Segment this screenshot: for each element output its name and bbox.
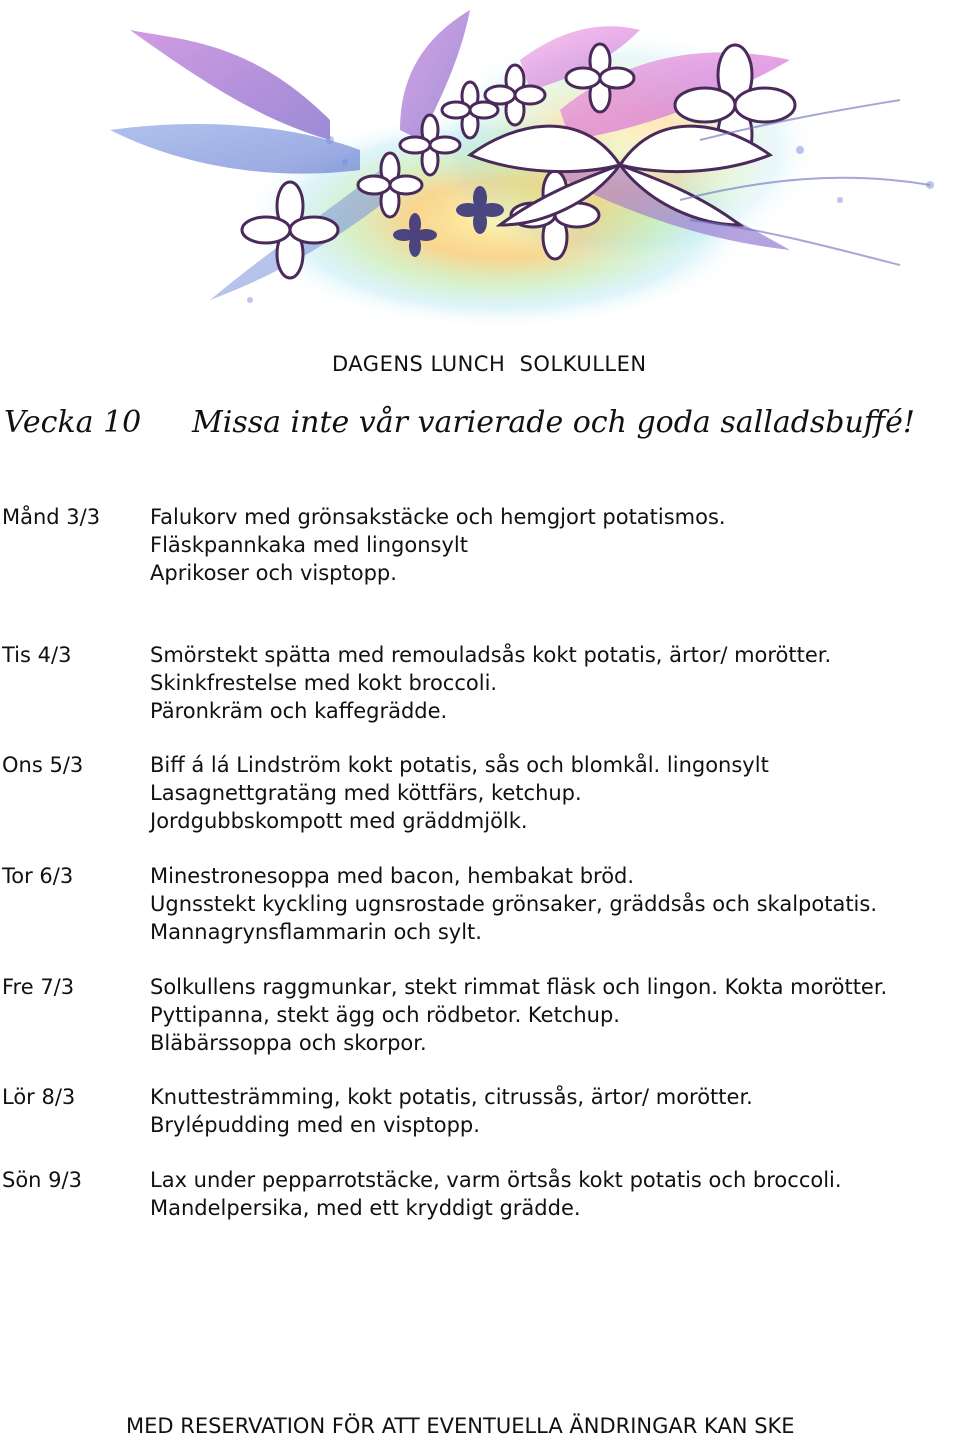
dish-line: Brylépudding med en visptopp. bbox=[150, 1113, 480, 1137]
day-label-tuesday: Tis 4/3 bbox=[2, 643, 72, 667]
menu-thursday bbox=[150, 862, 877, 946]
day-label-thursday: Tor 6/3 bbox=[2, 864, 74, 888]
page-title: DAGENS LUNCH SOLKULLEN bbox=[332, 352, 647, 376]
dish-line: Knuttesträmming, kokt potatis, citrussås, ärtor/ morötter. bbox=[150, 1085, 753, 1109]
dish-line: Biff á lá Lindström kokt potatis, sås och blomkål. lingonsylt bbox=[150, 753, 769, 777]
menu-tuesday bbox=[150, 641, 831, 725]
dish-line: Aprikoser och visptopp. bbox=[150, 561, 397, 585]
salad-buffet-tagline: Missa inte vår varierade och goda salladsbuffé! bbox=[192, 405, 915, 440]
menu-friday bbox=[150, 973, 887, 1057]
dish-line: Lasagnettgratäng med köttfärs, ketchup. bbox=[150, 781, 582, 805]
floral-banner-image bbox=[0, 0, 960, 330]
dish-line: Falukorv med grönsakstäcke och hemgjort potatismos. bbox=[150, 505, 726, 529]
dish-line: Ugnsstekt kyckling ugnsrostade grönsaker, gräddsås och skalpotatis. bbox=[150, 892, 878, 916]
dish-line: Mandelpersika, med ett kryddigt grädde. bbox=[150, 1196, 581, 1220]
week-label: Vecka 10 bbox=[4, 405, 142, 440]
dish-line: Mannagrynsflammarin och sylt. bbox=[150, 920, 482, 944]
dish-line: Bläbärssoppa och skorpor. bbox=[150, 1031, 427, 1055]
day-label-friday: Fre 7/3 bbox=[2, 975, 75, 999]
dish-line: Fläskpannkaka med lingonsylt bbox=[150, 533, 468, 557]
dish-line: Minestronesoppa med bacon, hembakat bröd. bbox=[150, 864, 635, 888]
dish-line: Pyttipanna, stekt ägg och rödbetor. Ketchup. bbox=[150, 1003, 620, 1027]
reservation-notice: MED RESERVATION FÖR ATT EVENTUELLA ÄNDRINGAR KAN SKE bbox=[126, 1414, 795, 1438]
day-label-wednesday: Ons 5/3 bbox=[2, 753, 84, 777]
menu-wednesday bbox=[150, 751, 769, 835]
menu-saturday bbox=[150, 1083, 753, 1139]
dish-line: Skinkfrestelse med kokt broccoli. bbox=[150, 671, 498, 695]
day-label-sunday: Sön 9/3 bbox=[2, 1168, 82, 1192]
dish-line: Smörstekt spätta med remouladsås kokt potatis, ärtor/ morötter. bbox=[150, 643, 832, 667]
day-label-monday: Månd 3/3 bbox=[2, 505, 101, 529]
menu-monday bbox=[150, 503, 726, 587]
day-label-saturday: Lör 8/3 bbox=[2, 1085, 76, 1109]
dish-line: Päronkräm och kaffegrädde. bbox=[150, 699, 448, 723]
menu-sunday bbox=[150, 1166, 842, 1222]
dish-line: Lax under pepparrotstäcke, varm örtsås kokt potatis och broccoli. bbox=[150, 1168, 842, 1192]
dish-line: Solkullens raggmunkar, stekt rimmat fläsk och lingon. Kokta morötter. bbox=[150, 975, 888, 999]
dish-line: Jordgubbskompott med gräddmjölk. bbox=[150, 809, 528, 833]
